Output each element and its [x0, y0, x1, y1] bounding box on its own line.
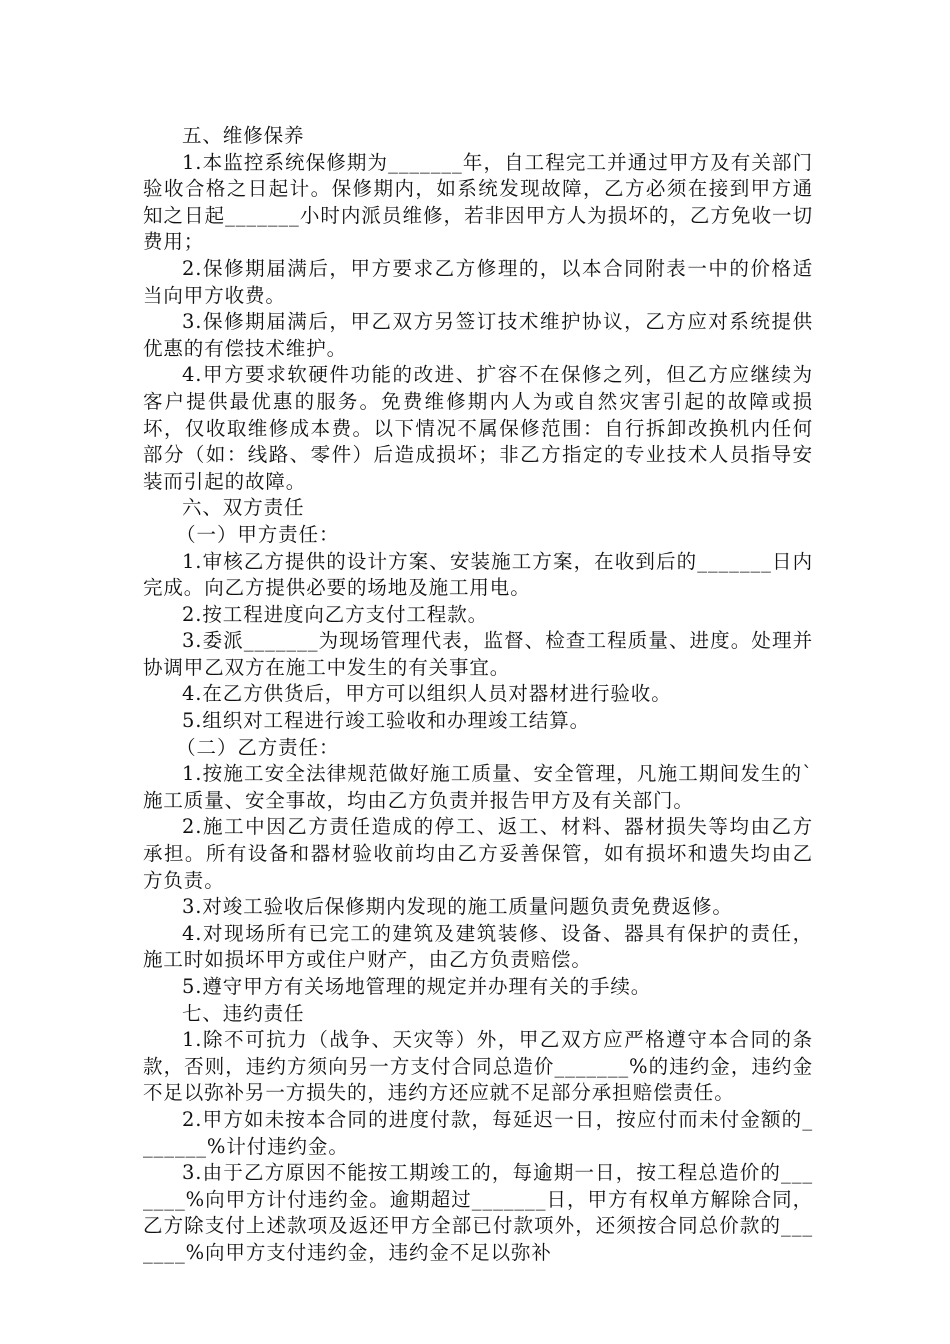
section-heading-responsibilities: 六、双方责任	[182, 496, 305, 520]
party-a-clause-1: 1.审核乙方提供的设计方案、安装施工方案，在收到后的_______日内完成。向乙方提供必要的场地及施工用电。	[143, 549, 813, 600]
party-a-clause-5: 5.组织对工程进行竣工验收和办理竣工结算。	[182, 709, 591, 733]
party-a-clause-4: 4.在乙方供货后，甲方可以组织人员对器材进行验收。	[182, 682, 672, 706]
maintenance-clause-3: 3.保修期届满后，甲乙双方另签订技术维护协议，乙方应对系统提供优惠的有偿技术维护。	[143, 310, 813, 360]
document-page	[143, 123, 813, 1267]
liability-clause-3: 3.由于乙方原因不能按工期竣工的，每逾期一日，按工程总造价的_______%向甲方计付违约金。逾期超过_______日，甲方有权单方解除合同，乙方除支付上述款项及返还甲方全部已付款项外，还须按合同总价款的_______%向甲方支付违约金，违约金不足以弥补	[143, 1161, 813, 1264]
section-heading-liability: 七、违约责任	[182, 1001, 305, 1025]
section-heading-maintenance: 五、维修保养	[182, 124, 305, 147]
party-a-clause-3: 3.委派_______为现场管理代表，监督、检查工程质量、进度。处理并协调甲乙双方在施工中发生的有关事宜。	[143, 629, 813, 679]
party-a-clause-2: 2.按工程进度向乙方支付工程款。	[182, 602, 489, 626]
party-b-heading: （二）乙方责任：	[176, 735, 340, 759]
liability-clause-1: 1.除不可抗力（战争、天灾等）外，甲乙双方应严格遵守本合同的条款，否则，违约方须向另一方支付合同总造价_______%的违约金，违约金不足以弥补另一方损失的，违约方还应就不足部分承担赔偿责任。	[143, 1028, 813, 1105]
liability-clause-2: 2.甲方如未按本合同的进度付款，每延迟一日，按应付而未付金额的_______%计付违约金。	[143, 1107, 813, 1158]
party-b-clause-5: 5.遵守甲方有关场地管理的规定并办理有关的手续。	[182, 975, 652, 998]
maintenance-clause-2: 2.保修期届满后，甲方要求乙方修理的，以本合同附表一中的价格适当向甲方收费。	[143, 256, 813, 307]
party-b-clause-1: 1.按施工安全法律规范做好施工质量、安全管理，凡施工期间发生的`施工质量、安全事故，均由乙方负责并报告甲方及有关部门。	[143, 762, 813, 812]
maintenance-clause-4: 4.甲方要求软硬件功能的改进、扩容不在保修之列，但乙方应继续为客户提供最优惠的服务。免费维修期内人为或自然灾害引起的故障或损坏，仅收取维修成本费。以下情况不属保修范围：自行拆卸改换机内任何部分（如：线路、零件）后造成损坏；非乙方指定的专业技术人员指导安装而引起的故障。	[143, 363, 813, 493]
party-a-heading: （一）甲方责任：	[176, 522, 340, 546]
maintenance-clause-1: 1.本监控系统保修期为_______年，自工程完工并通过甲方及有关部门验收合格之日起计。保修期内，如系统发现故障，乙方必须在接到甲方通知之日起_______小时内派员维修，若非因甲方人为损坏的，乙方免收一切费用；	[143, 150, 813, 254]
party-b-clause-3: 3.对竣工验收后保修期内发现的施工质量问题负责免费返修。	[182, 895, 733, 919]
party-b-clause-4: 4.对现场所有已完工的建筑及建筑装修、设备、器具有保护的责任，施工时如损坏甲方或住户财产，由乙方负责赔偿。	[143, 921, 813, 972]
party-b-clause-2: 2.施工中因乙方责任造成的停工、返工、材料、器材损失等均由乙方承担。所有设备和器材验收前均由乙方妥善保管，如有损坏和遗失均由乙方负责。	[143, 815, 813, 892]
